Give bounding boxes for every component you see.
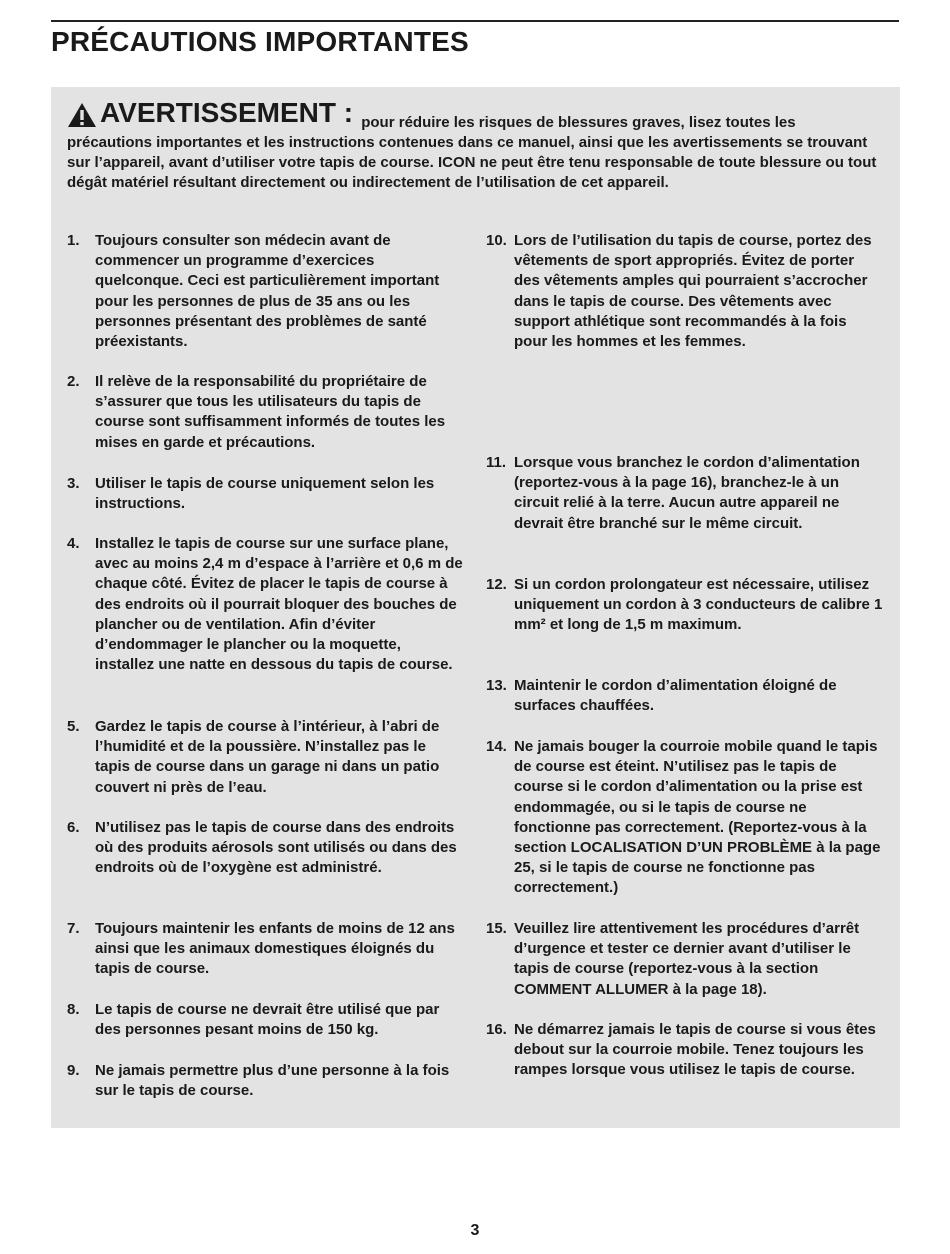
item-text: N’utilisez pas le tapis de course dans des endroits où des produits aérosols sont utilisés ou dans des endroits où de l’oxygène est administré. <box>95 819 457 877</box>
item-text: Installez le tapis de course sur une surface plane, avec au moins 2,4 m d’espace à l’arrière et 0,6 m de chaque côté. Évitez de placer le tapis de course à des endroits où il pourrait bloquer des bouches de plancher ou de ventilation. Afin d’éviter d’endommager le plancher ou la moquette, installez une natte en dessous du tapis de course. <box>95 535 463 674</box>
item-number: 7. <box>67 920 80 937</box>
warning-text: pour réduire les risques de blessures graves, lisez toutes les précautions importantes et les instructions contenues dans ce manuel, ainsi que les avertissements se trouvant sur l’appareil, avant d’utiliser votre tapis de course. ICON ne peut être tenu responsable de toute blessure ou tout dégât matériel résultant directement ou indirectement de l’utilisation de cet appareil. <box>67 114 877 191</box>
item-number: 11. <box>486 454 507 471</box>
top-rule <box>51 20 899 22</box>
list-item <box>486 1020 884 1081</box>
list-item <box>67 818 463 879</box>
item-number: 3. <box>67 475 80 492</box>
item-number: 12. <box>486 576 507 593</box>
item-text: Toujours maintenir les enfants de moins de 12 ans ainsi que les animaux domestiques éloignés du tapis de course. <box>95 920 455 978</box>
item-number: 14. <box>486 738 507 755</box>
page-number: 3 <box>470 1222 480 1239</box>
item-number: 8. <box>67 1001 80 1018</box>
item-number: 4. <box>67 535 80 552</box>
item-text: Le tapis de course ne devrait être utilisé que par des personnes pesant moins de 150 kg. <box>95 1001 440 1039</box>
list-item <box>486 919 884 1000</box>
list-item <box>486 737 884 899</box>
item-number: 1. <box>67 232 80 249</box>
list-item <box>486 676 884 716</box>
item-text: Il relève de la responsabilité du propriétaire de s’assurer que tous les utilisateurs du tapis de course sont suffisamment informés de toutes les mises en garde et précautions. <box>95 373 446 451</box>
list-item <box>67 231 463 352</box>
item-number: 2. <box>67 373 80 390</box>
item-text: Veuillez lire attentivement les procédures d’arrêt d’urgence et tester ce dernier avant d’utiliser le tapis de course (reportez-vous à la section COMMENT ALLUMER à la page 18). <box>514 920 860 998</box>
item-number: 16. <box>486 1021 507 1038</box>
list-item <box>486 453 884 534</box>
item-text: Maintenir le cordon d’alimentation éloigné de surfaces chauffées. <box>514 677 837 715</box>
item-number: 9. <box>67 1062 80 1079</box>
list-item <box>67 372 463 453</box>
warning-triangle-icon <box>67 102 97 128</box>
item-text: Ne démarrez jamais le tapis de course si vous êtes debout sur la courroie mobile. Tenez toujours les rampes lorsque vous utilisez le tapis de course. <box>514 1021 876 1079</box>
item-number: 5. <box>67 718 80 735</box>
item-text: Gardez le tapis de course à l’intérieur, à l’abri de l’humidité et de la poussière. N’installez pas le tapis de course dans un garage ni dans un patio couvert ni près de l’eau. <box>95 718 440 796</box>
item-text: Toujours consulter son médecin avant de commencer un programme d’exercices quelconque. Ceci est particulièrement important pour les personnes de plus de 35 ans ou les personnes présentant des problèmes de santé préexistants. <box>95 232 440 351</box>
list-item <box>67 717 463 798</box>
list-item <box>67 1000 463 1040</box>
item-text: Ne jamais permettre plus d’une personne à la fois sur le tapis de course. <box>95 1062 450 1100</box>
list-item <box>67 1061 463 1101</box>
item-number: 10. <box>486 232 507 249</box>
list-item <box>67 474 463 514</box>
item-text: Utiliser le tapis de course uniquement selon les instructions. <box>95 475 435 513</box>
item-text: Ne jamais bouger la courroie mobile quand le tapis de course est éteint. N’utilisez pas le tapis de course si le cordon d’alimentation ou la prise est endommagée, ou si le tapis de course ne fonctionne pas correctement. (Reportez-vous à la section LOCALISATION D’UN PROBLÈME à la page 25, si le tapis de course ne fonctionne pas correctement.) <box>514 738 881 897</box>
list-item <box>486 575 884 636</box>
list-item <box>67 919 463 980</box>
item-text: Lors de l’utilisation du tapis de course, portez des vêtements de sport appropriés. Évitez de porter des vêtements amples qui pourraient s’accrocher dans le tapis de course. Des vêtements avec support athlétique sont recommandés à la fois pour les hommes et les femmes. <box>514 232 872 351</box>
list-item <box>486 231 884 352</box>
item-number: 13. <box>486 677 507 694</box>
page-title: PRÉCAUTIONS IMPORTANTES <box>51 26 469 57</box>
warning-heading: AVERTISSEMENT : <box>100 97 354 128</box>
warning-heading-group <box>67 99 353 127</box>
item-number: 15. <box>486 920 507 937</box>
warning-block <box>67 99 879 193</box>
list-item <box>67 534 463 675</box>
item-number: 6. <box>67 819 80 836</box>
item-text: Lorsque vous branchez le cordon d’alimentation (reportez-vous à la page 16), branchez-le à un circuit relié à la terre. Aucun autre appareil ne devrait être branché sur le même circuit. <box>514 454 860 532</box>
precautions-panel <box>51 87 900 1128</box>
item-text: Si un cordon prolongateur est nécessaire, utilisez uniquement un cordon à 3 conducteurs de calibre 1 mm² et long de 1,5 m maximum. <box>514 576 883 634</box>
